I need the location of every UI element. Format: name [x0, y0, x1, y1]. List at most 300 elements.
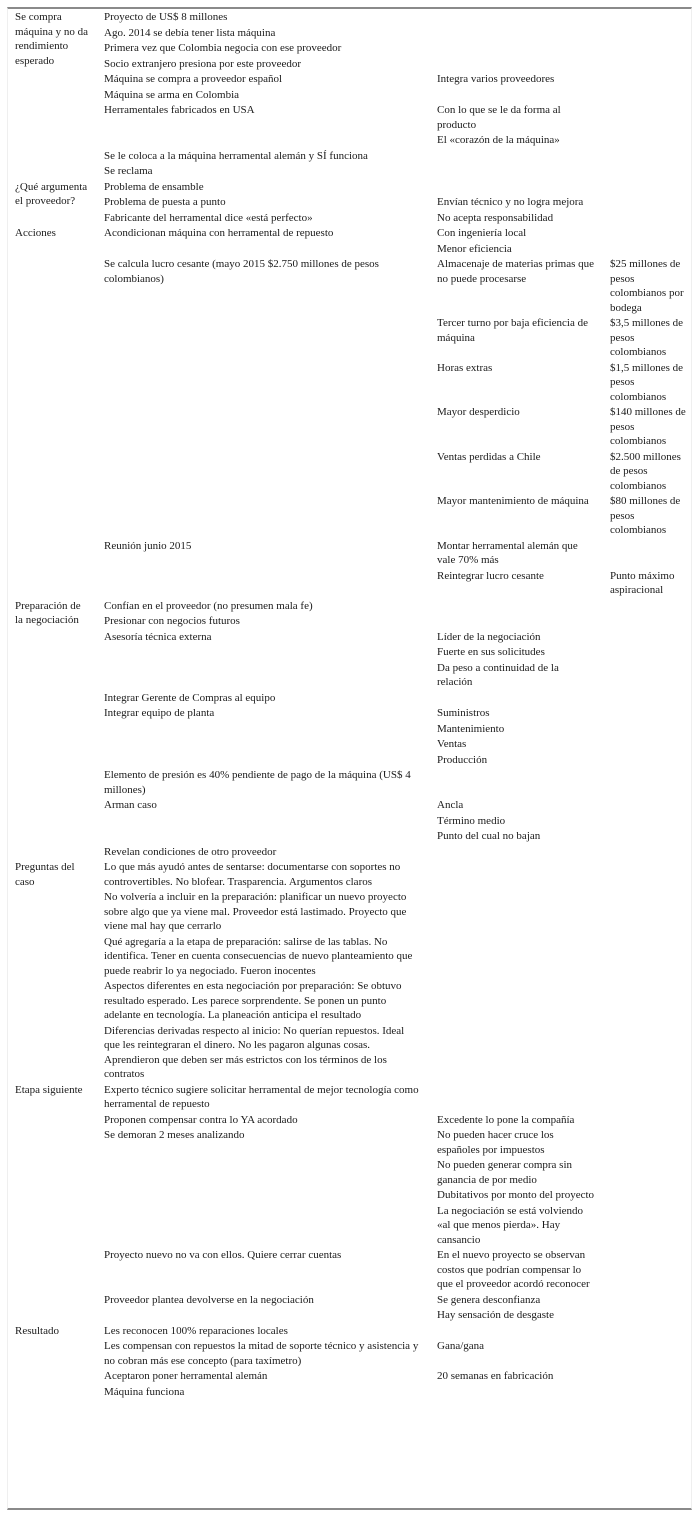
row-value-cell — [605, 859, 691, 889]
row-detail-cell — [430, 1368, 605, 1384]
row-value: $140 millones de pesos colombianos — [610, 406, 686, 447]
table-row — [8, 241, 691, 257]
row-detail-cell — [430, 163, 605, 179]
row-item: Máquina funciona — [104, 1385, 185, 1398]
row-item: Integrar Gerente de Compras al equipo — [104, 691, 276, 704]
row-item-cell — [97, 1023, 430, 1082]
row-detail-cell — [430, 1247, 605, 1292]
row-value-cell — [605, 225, 691, 241]
row-item-cell — [97, 978, 430, 1023]
row-detail: Integra varios proveedores — [437, 73, 555, 85]
table-row — [8, 844, 691, 860]
table-row — [8, 148, 691, 164]
row-detail-cell — [430, 493, 605, 538]
row-detail-cell — [430, 705, 605, 721]
row-value-cell — [605, 1157, 691, 1187]
table-row — [8, 613, 691, 629]
row-value: Punto máximo aspiracional — [610, 569, 675, 596]
row-detail-cell — [430, 797, 605, 813]
row-value-cell — [605, 752, 691, 768]
row-value-cell — [605, 797, 691, 813]
table-row — [8, 225, 691, 241]
row-item-cell — [97, 163, 430, 179]
row-item-cell — [97, 844, 430, 860]
table-row — [8, 9, 691, 25]
row-value-cell — [605, 690, 691, 706]
row-detail: No pueden hacer cruce los españoles por impuestos — [437, 1129, 554, 1156]
row-detail: Ventas — [437, 738, 467, 750]
row-detail-cell — [430, 210, 605, 226]
row-item-cell — [97, 404, 430, 449]
row-value-cell — [605, 102, 691, 132]
row-item-cell — [97, 225, 430, 241]
table-row — [8, 1292, 691, 1308]
row-detail-cell — [430, 889, 605, 934]
row-detail: Horas extras — [437, 361, 493, 374]
row-detail: Punto del cual no bajan — [437, 830, 541, 842]
row-detail-cell — [430, 598, 605, 614]
row-detail: Suministros — [437, 707, 490, 719]
row-detail: Gana/gana — [437, 1340, 485, 1352]
row-detail-cell — [430, 132, 605, 148]
row-detail-cell — [430, 844, 605, 860]
row-value-cell — [605, 705, 691, 721]
row-item-cell — [97, 179, 430, 195]
row-detail-cell — [430, 71, 605, 87]
row-item-cell — [97, 1203, 430, 1248]
row-item-cell — [97, 705, 430, 721]
row-item-cell — [97, 934, 430, 979]
section-label: Etapa siguiente — [15, 1083, 83, 1096]
row-item-cell — [97, 102, 430, 132]
table-row — [8, 1338, 691, 1368]
row-detail: Montar herramental alemán que vale 70% más — [437, 539, 578, 566]
table-row — [8, 449, 691, 494]
row-item: No volvería a incluir en la preparación: planificar un nuevo proyecto sobre algo que ya viene mal. Proveedor está lastimado. Proyecto que viene mal hay que cerrarlo — [104, 891, 407, 932]
row-detail: Mayor mantenimiento de máquina — [437, 495, 589, 507]
row-detail-cell — [430, 40, 605, 56]
row-value-cell — [605, 644, 691, 660]
row-detail-cell — [430, 404, 605, 449]
table-row — [8, 538, 691, 568]
row-item-cell — [97, 1338, 430, 1368]
row-value-cell — [605, 1323, 691, 1339]
table-row — [8, 629, 691, 645]
case-analysis-table — [8, 9, 691, 1399]
row-value-cell — [605, 1338, 691, 1368]
table-row — [8, 1112, 691, 1128]
row-item-cell — [97, 360, 430, 405]
row-detail: Producción — [437, 753, 488, 766]
row-detail-cell — [430, 660, 605, 690]
row-item-cell — [97, 1082, 430, 1112]
row-detail-cell — [430, 752, 605, 768]
table-row — [8, 404, 691, 449]
row-detail-cell — [430, 25, 605, 41]
row-item: Se demoran 2 meses analizando — [104, 1129, 245, 1141]
row-detail-cell — [430, 1127, 605, 1157]
row-value: $1,5 millones de pesos colombianos — [610, 361, 684, 403]
table-row — [8, 736, 691, 752]
section-label: Preguntas del caso — [15, 861, 75, 888]
row-value: $2.500 millones de pesos colombianos — [610, 450, 681, 492]
section-label: Preparación de la negociación — [15, 599, 81, 626]
row-value-cell — [605, 538, 691, 568]
row-value-cell — [605, 210, 691, 226]
row-item: Máquina se arma en Colombia — [104, 88, 240, 101]
row-item: Lo que más ayudó antes de sentarse: documentarse con soportes no controvertibles. No blofear. Trasparencia. Argumentos claros — [104, 861, 401, 888]
row-detail-cell — [430, 1187, 605, 1203]
row-item: Primera vez que Colombia negocia con ese proveedor — [104, 42, 342, 54]
table-row — [8, 1323, 691, 1339]
table-row — [8, 978, 691, 1023]
row-item: Experto técnico sugiere solicitar herramental de mejor tecnología como herramental de repuesto — [104, 1083, 419, 1110]
table-body — [8, 9, 691, 1399]
row-detail-cell — [430, 87, 605, 103]
row-value-cell — [605, 813, 691, 829]
table-row — [8, 1384, 691, 1400]
row-item-cell — [97, 87, 430, 103]
row-detail-cell — [430, 721, 605, 737]
row-item-cell — [97, 813, 430, 829]
row-detail-cell — [430, 1338, 605, 1368]
row-item: Problema de puesta a punto — [104, 196, 226, 208]
table-row — [8, 934, 691, 979]
section-label: ¿Qué argumenta el proveedor? — [15, 180, 88, 207]
table-row — [8, 813, 691, 829]
row-detail: Mayor desperdicio — [437, 406, 520, 418]
row-value-cell — [605, 736, 691, 752]
row-detail-cell — [430, 828, 605, 844]
table-row — [8, 1082, 691, 1112]
row-item-cell — [97, 256, 430, 315]
row-value-cell — [605, 40, 691, 56]
table-row — [8, 1203, 691, 1248]
row-item-cell — [97, 613, 430, 629]
row-item-cell — [97, 132, 430, 148]
row-detail: Excedente lo pone la compañía — [437, 1113, 575, 1126]
row-item-cell — [97, 1247, 430, 1292]
row-detail-cell — [430, 1157, 605, 1187]
row-item: Presionar con negocios futuros — [104, 615, 240, 627]
row-value-cell — [605, 613, 691, 629]
row-value-cell — [605, 934, 691, 979]
row-item-cell — [97, 1368, 430, 1384]
row-item-cell — [97, 598, 430, 614]
table-row — [8, 721, 691, 737]
table-row — [8, 40, 691, 56]
row-value-cell — [605, 1023, 691, 1082]
row-item: Aspectos diferentes en esta negociación por preparación: Se obtuvo resultado esperado. Les parece sorprendente. Se ponen un punto adelante en tecnología. La planeación anticipa el resultado — [104, 980, 402, 1021]
row-value-cell — [605, 71, 691, 87]
row-value-cell — [605, 1127, 691, 1157]
row-detail-cell — [430, 315, 605, 360]
row-item: Integrar equipo de planta — [104, 707, 215, 719]
table-row — [8, 256, 691, 315]
row-item: Problema de ensamble — [104, 180, 204, 193]
row-detail-cell — [430, 449, 605, 494]
row-detail-cell — [430, 360, 605, 405]
table-row — [8, 828, 691, 844]
row-value-cell — [605, 315, 691, 360]
row-item: Socio extranjero presiona por este proveedor — [104, 57, 302, 70]
row-detail: Fuerte en sus solicitudes — [437, 646, 545, 658]
row-value-cell — [605, 148, 691, 164]
row-item: Máquina se compra a proveedor español — [104, 73, 283, 85]
row-item-cell — [97, 644, 430, 660]
row-detail-cell — [430, 102, 605, 132]
row-detail: Con lo que se le da forma al producto — [437, 104, 561, 131]
row-detail: Ventas perdidas a Chile — [437, 450, 541, 463]
row-detail-cell — [430, 568, 605, 598]
row-value-cell — [605, 449, 691, 494]
row-detail: Mantenimiento — [437, 722, 505, 735]
row-value-cell — [605, 87, 691, 103]
row-detail: Con ingeniería local — [437, 227, 527, 239]
row-value-cell — [605, 493, 691, 538]
row-detail: Término medio — [437, 814, 506, 827]
row-detail-cell — [430, 1023, 605, 1082]
row-value-cell — [605, 767, 691, 797]
row-detail-cell — [430, 934, 605, 979]
row-value-cell — [605, 163, 691, 179]
row-value-cell — [605, 721, 691, 737]
row-item-cell — [97, 1112, 430, 1128]
row-detail: No acepta responsabilidad — [437, 211, 554, 224]
row-item-cell — [97, 194, 430, 210]
row-detail-cell — [430, 241, 605, 257]
row-value-cell — [605, 256, 691, 315]
row-detail: Menor eficiencia — [437, 242, 512, 255]
table-row — [8, 102, 691, 132]
table-row — [8, 71, 691, 87]
row-value-cell — [605, 132, 691, 148]
row-item: Se reclama — [104, 165, 153, 177]
row-value: $80 millones de pesos colombianos — [610, 495, 681, 536]
table-row — [8, 767, 691, 797]
row-detail: Ancla — [437, 799, 464, 811]
row-item-cell — [97, 1323, 430, 1339]
table-row — [8, 493, 691, 538]
row-value-cell — [605, 1292, 691, 1308]
row-item-cell — [97, 25, 430, 41]
row-detail: Da peso a continuidad de la relación — [437, 661, 559, 688]
table-row — [8, 1307, 691, 1323]
row-item: Les compensan con repuestos la mitad de soporte técnico y asistencia y no cobran más ese concepto (para taxímetro) — [104, 1340, 419, 1367]
row-value-cell — [605, 404, 691, 449]
row-detail: No pueden generar compra sin ganancia de por medio — [437, 1159, 573, 1186]
row-item-cell — [97, 690, 430, 706]
row-value: $25 millones de pesos colombianos por bodega — [610, 258, 684, 314]
table-row — [8, 568, 691, 598]
row-detail-cell — [430, 1112, 605, 1128]
row-item-cell — [97, 210, 430, 226]
row-detail: 20 semanas en fabricación — [437, 1370, 554, 1382]
row-value-cell — [605, 1112, 691, 1128]
table-row — [8, 210, 691, 226]
row-detail-cell — [430, 538, 605, 568]
table-row — [8, 1157, 691, 1187]
table-row — [8, 752, 691, 768]
row-item: Ago. 2014 se debía tener lista máquina — [104, 26, 276, 39]
table-row — [8, 132, 691, 148]
row-item: Proyecto nuevo no va con ellos. Quiere cerrar cuentas — [104, 1249, 342, 1261]
row-value-cell — [605, 1187, 691, 1203]
row-detail-cell — [430, 859, 605, 889]
row-detail: Hay sensación de desgaste — [437, 1309, 554, 1321]
row-item-cell — [97, 449, 430, 494]
row-item: Proponen compensar contra lo YA acordado — [104, 1113, 298, 1126]
row-item-cell — [97, 538, 430, 568]
row-detail-cell — [430, 9, 605, 25]
section-label: Resultado — [15, 1324, 59, 1337]
table-row — [8, 163, 691, 179]
row-detail-cell — [430, 629, 605, 645]
table-row — [8, 194, 691, 210]
row-value-cell — [605, 1203, 691, 1248]
row-item: Acondicionan máquina con herramental de repuesto — [104, 227, 334, 239]
table-row — [8, 660, 691, 690]
row-item-cell — [97, 40, 430, 56]
row-item: Proveedor plantea devolverse en la negociación — [104, 1293, 314, 1306]
row-item-cell — [97, 1187, 430, 1203]
row-item: Elemento de presión es 40% pendiente de pago de la máquina (US$ 4 millones) — [104, 769, 411, 796]
row-item-cell — [97, 859, 430, 889]
row-detail-cell — [430, 813, 605, 829]
row-item-cell — [97, 568, 430, 598]
section-label: Se compra máquina y no da rendimiento esperado — [15, 11, 89, 67]
row-item: Les reconocen 100% reparaciones locales — [104, 1324, 288, 1337]
row-item-cell — [97, 1157, 430, 1187]
row-value-cell — [605, 9, 691, 25]
row-value-cell — [605, 1307, 691, 1323]
table-row — [8, 87, 691, 103]
row-item-cell — [97, 1307, 430, 1323]
row-item-cell — [97, 889, 430, 934]
row-item-cell — [97, 828, 430, 844]
row-detail-cell — [430, 613, 605, 629]
row-detail: Reintegrar lucro cesante — [437, 569, 544, 582]
row-item: Asesoría técnica externa — [104, 630, 212, 643]
row-detail: El «corazón de la máquina» — [437, 134, 560, 146]
row-value-cell — [605, 241, 691, 257]
table-row — [8, 1368, 691, 1384]
row-detail: Se genera desconfianza — [437, 1293, 541, 1306]
row-item-cell — [97, 660, 430, 690]
table-row — [8, 56, 691, 72]
row-detail-cell — [430, 1292, 605, 1308]
row-item: Confían en el proveedor (no presumen mala fe) — [104, 599, 313, 612]
row-detail-cell — [430, 56, 605, 72]
row-detail-cell — [430, 194, 605, 210]
row-value-cell — [605, 360, 691, 405]
table-row — [8, 859, 691, 889]
row-detail: Almacenaje de materias primas que no puede procesarse — [437, 258, 594, 285]
row-item-cell — [97, 71, 430, 87]
row-detail: Envían técnico y no logra mejora — [437, 196, 584, 208]
row-value-cell — [605, 1082, 691, 1112]
table-row — [8, 1247, 691, 1292]
row-item: Diferencias derivadas respecto al inicio: No querían repuestos. Ideal que les reintegraran el dinero. No les pagaron algunas cosas. Aprendieron que deben ser más estrictos con los términos de los contratos — [104, 1024, 405, 1080]
row-value-cell — [605, 194, 691, 210]
row-item: Aceptaron poner herramental alemán — [104, 1370, 268, 1382]
row-item-cell — [97, 1292, 430, 1308]
row-detail: Tercer turno por baja eficiencia de máquina — [437, 317, 589, 344]
row-item-cell — [97, 1384, 430, 1400]
row-value-cell — [605, 629, 691, 645]
row-value-cell — [605, 1384, 691, 1400]
row-item: Herramentales fabricados en USA — [104, 104, 255, 116]
row-value-cell — [605, 978, 691, 1023]
table-row — [8, 644, 691, 660]
row-item-cell — [97, 1127, 430, 1157]
row-value-cell — [605, 179, 691, 195]
row-value-cell — [605, 1247, 691, 1292]
row-detail-cell — [430, 978, 605, 1023]
row-item-cell — [97, 315, 430, 360]
row-item-cell — [97, 721, 430, 737]
section-label: Acciones — [15, 227, 56, 239]
row-value-cell — [605, 25, 691, 41]
table-row — [8, 889, 691, 934]
row-value-cell — [605, 1368, 691, 1384]
row-item: Reunión junio 2015 — [104, 539, 192, 552]
row-item-cell — [97, 9, 430, 25]
row-detail-cell — [430, 690, 605, 706]
row-item-cell — [97, 148, 430, 164]
row-item-cell — [97, 736, 430, 752]
row-detail-cell — [430, 736, 605, 752]
row-item: Fabricante del herramental dice «está perfecto» — [104, 211, 313, 224]
table-row — [8, 705, 691, 721]
table-row — [8, 797, 691, 813]
row-item: Se le coloca a la máquina herramental alemán y SÍ funciona — [104, 149, 368, 162]
row-item-cell — [97, 797, 430, 813]
row-value-cell — [605, 598, 691, 614]
row-detail: La negociación se está volviendo «al que menos pierda». Hay cansancio — [437, 1204, 584, 1246]
row-item-cell — [97, 241, 430, 257]
row-item-cell — [97, 752, 430, 768]
row-value-cell — [605, 844, 691, 860]
row-value: $3,5 millones de pesos colombianos — [610, 317, 684, 358]
row-item-cell — [97, 493, 430, 538]
row-item-cell — [97, 56, 430, 72]
row-item: Proyecto de US$ 8 millones — [104, 11, 228, 23]
row-detail-cell — [430, 1307, 605, 1323]
row-detail: Líder de la negociación — [437, 630, 541, 643]
row-detail-cell — [430, 1082, 605, 1112]
table-row — [8, 690, 691, 706]
table-row — [8, 1187, 691, 1203]
row-detail-cell — [430, 644, 605, 660]
row-detail: Dubitativos por monto del proyecto — [437, 1189, 595, 1201]
table-row — [8, 25, 691, 41]
row-detail-cell — [430, 148, 605, 164]
row-detail-cell — [430, 1203, 605, 1248]
row-item-cell — [97, 629, 430, 645]
row-value-cell — [605, 56, 691, 72]
row-item: Qué agregaría a la etapa de preparación: salirse de las tablas. No identifica. Tener en cuenta consecuencias de nuevo planteamiento que puede reabrir lo ya negociado. Fueron inocentes — [104, 935, 413, 977]
row-item: Revelan condiciones de otro proveedor — [104, 845, 277, 858]
row-item-cell — [97, 767, 430, 797]
row-value-cell — [605, 568, 691, 598]
table-row — [8, 315, 691, 360]
row-detail-cell — [430, 1323, 605, 1339]
row-detail-cell — [430, 179, 605, 195]
row-detail: En el nuevo proyecto se observan costos que podrían compensar lo que el proveedor acordó reconocer — [437, 1249, 590, 1290]
row-detail-cell — [430, 1384, 605, 1400]
row-value-cell — [605, 889, 691, 934]
